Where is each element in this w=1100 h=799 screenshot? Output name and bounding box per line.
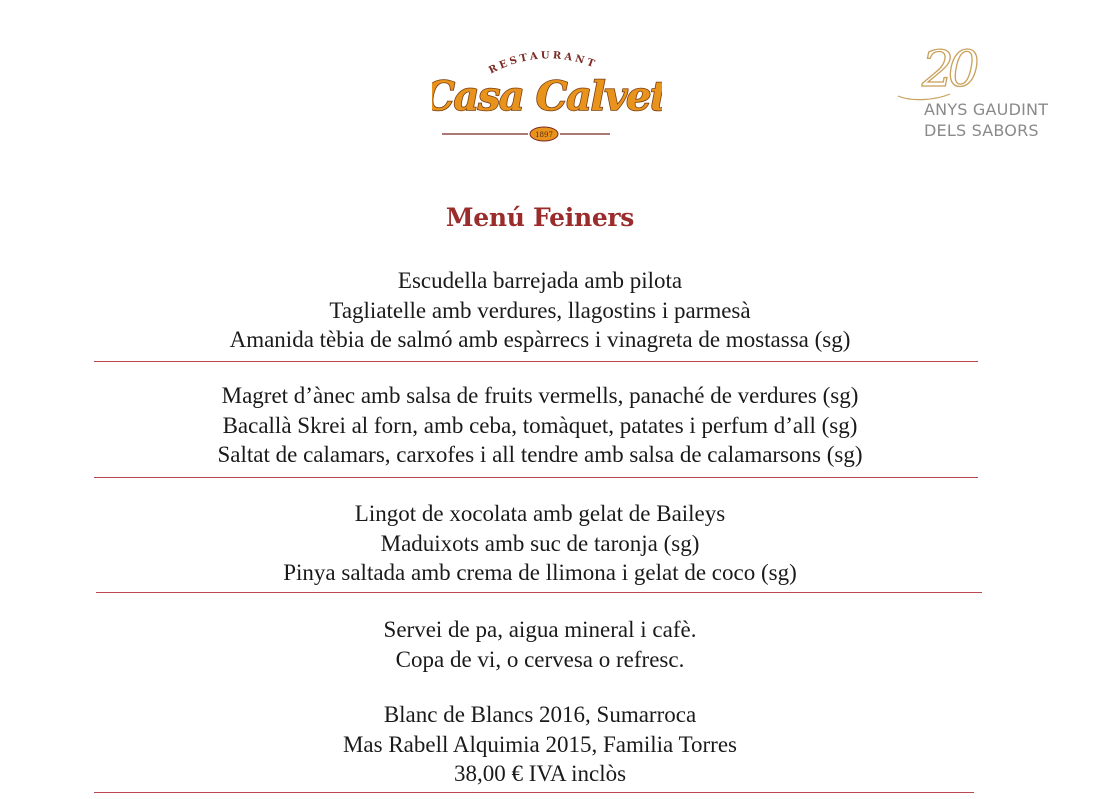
menu-item: Saltat de calamars, carxofes i all tendre amb salsa de calamarsons (sg)	[217, 442, 863, 467]
menu-item: Pinya saltada amb crema de llimona i gelat de coco (sg)	[283, 560, 797, 585]
anniversary-number: 20	[922, 40, 974, 98]
anniversary-line-1: ANYS GAUDINT	[924, 100, 1049, 119]
menu-section-wines-price	[0, 700, 1080, 789]
menu-item: Escudella barrejada amb pilota	[397, 268, 683, 293]
menu-item: Magret d’ànec amb salsa de fruits vermells, panaché de verdures (sg)	[221, 383, 859, 408]
casa-calvet-logo-graphic	[432, 40, 662, 150]
menu-section-desserts	[0, 499, 1080, 588]
section-divider	[94, 477, 978, 478]
anniversary-number-graphic	[892, 36, 1012, 106]
anniversary-badge	[892, 36, 1072, 156]
menu-item: Maduixots amb suc de taronja (sg)	[380, 530, 700, 556]
menu-item: Servei de pa, aigua mineral i cafè.	[383, 617, 697, 642]
menu-item: Tagliatelle amb verdures, llagostins i parmesà	[329, 297, 751, 323]
restaurant-logo	[432, 40, 662, 150]
wine-item: Blanc de Blancs 2016, Sumarroca	[383, 702, 697, 727]
menu-price: 38,00 € IVA inclòs	[453, 761, 627, 786]
section-divider	[94, 361, 978, 362]
section-divider	[96, 592, 982, 593]
menu-title: Menú Feiners	[445, 203, 635, 232]
logo-arc-text: RESTAURANT	[487, 50, 599, 77]
logo-badge-text: 1897	[535, 131, 553, 139]
menu-section-mains	[0, 381, 1080, 470]
menu-section-starters	[0, 266, 1080, 355]
menu-item: Amanida tèbia de salmó amb espàrrecs i vinagreta de mostassa (sg)	[229, 327, 851, 352]
menu-item: Bacallà Skrei al forn, amb ceba, tomàquet, patates i perfum d’all (sg)	[222, 412, 858, 438]
menu-item: Lingot de xocolata amb gelat de Baileys	[354, 501, 726, 526]
logo-brand-name: Casa Calvet	[432, 73, 662, 120]
menu-item: Copa de vi, o cervesa o refresc.	[395, 646, 685, 672]
wine-item: Mas Rabell Alquimia 2015, Familia Torres	[342, 731, 738, 757]
anniversary-line-2: DELS SABORS	[924, 121, 1039, 140]
menu-section-included	[0, 615, 1080, 674]
section-divider	[94, 792, 974, 793]
